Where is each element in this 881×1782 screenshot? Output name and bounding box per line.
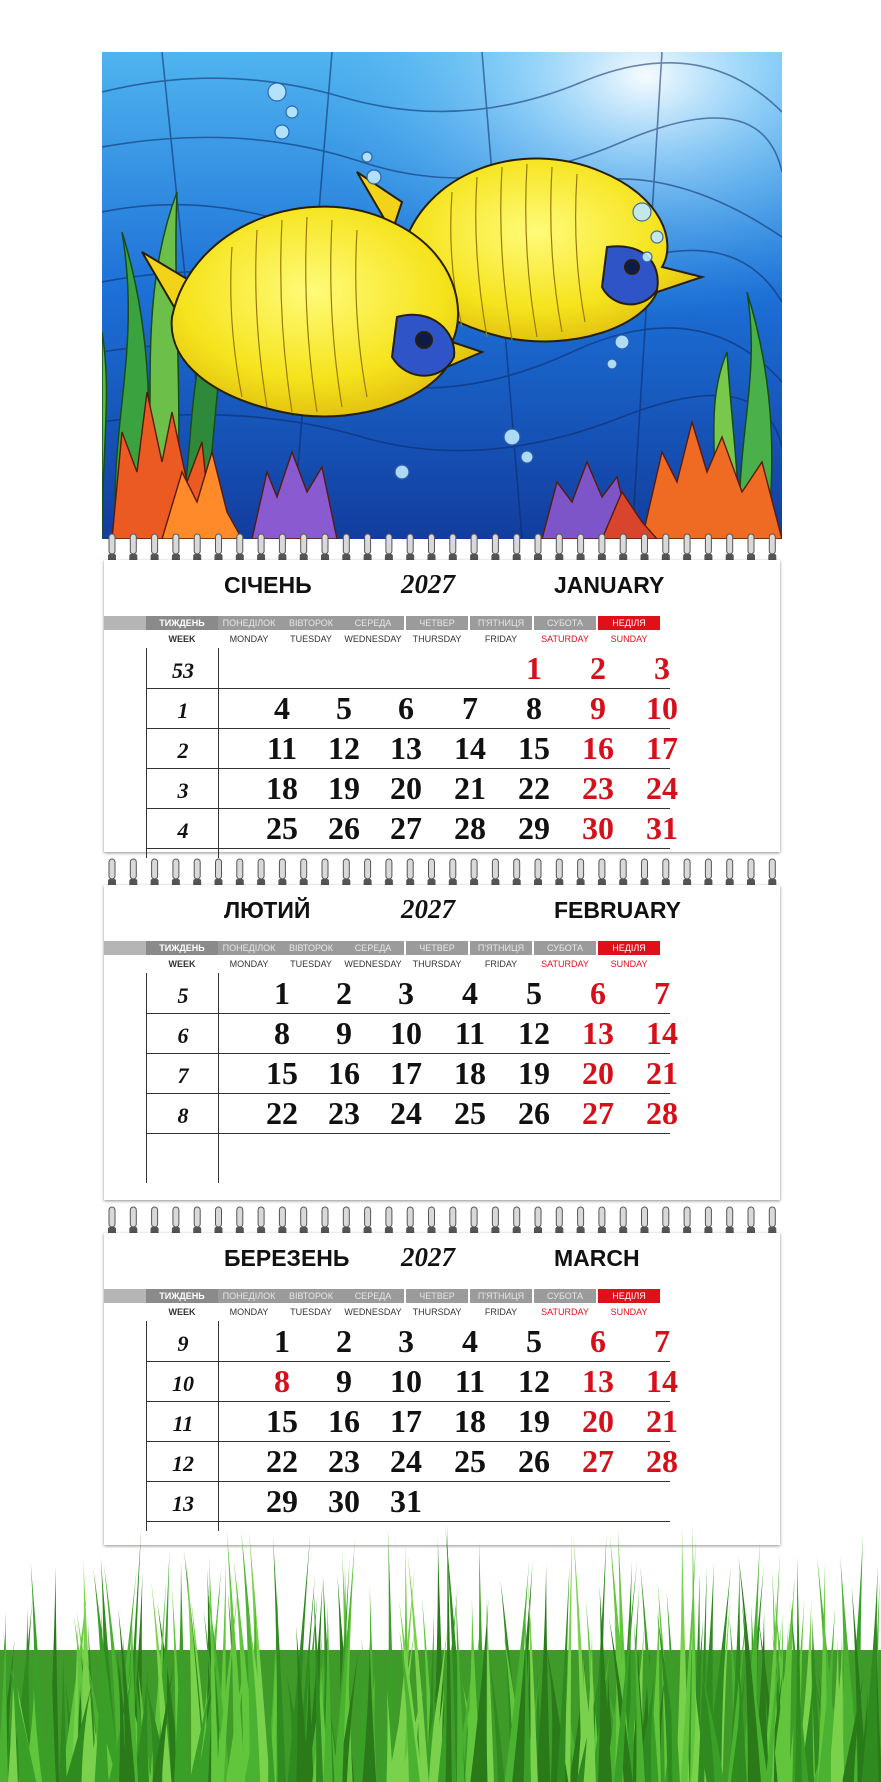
year-label: 2027 [401,894,455,924]
weekday-en: WEDNESDAY [344,959,402,969]
calendar-day: 8 [274,1363,290,1399]
calendar-day: 30 [582,810,614,846]
calendar-day: 26 [518,1443,550,1479]
calendar-day: 15 [266,1055,298,1091]
weekday-en: TUESDAY [290,959,332,969]
calendar-day: 29 [266,1483,298,1519]
week-header-ua: ТИЖДЕНЬ [146,616,218,630]
weekday-ua: НЕДІЛЯ [598,1289,660,1303]
weekday-en: WEDNESDAY [344,634,402,644]
month-name-en: FEBRUARY [554,897,681,923]
week-number: 8 [177,1103,189,1128]
calendar-day: 17 [646,730,678,766]
calendar-day: 18 [454,1403,486,1439]
calendar-day: 25 [454,1443,486,1479]
calendar-day: 15 [266,1403,298,1439]
calendar-day: 8 [526,690,542,726]
weekday-ua: ЧЕТВЕР [406,1289,468,1303]
calendar-day: 9 [336,1363,352,1399]
weekday-ua: СУБОТА [534,1289,596,1303]
calendar-day: 25 [454,1095,486,1131]
week-number: 3 [177,778,189,803]
week-number: 53 [172,658,194,683]
week-header-ua: ТИЖДЕНЬ [146,941,218,955]
calendar-day: 29 [518,810,550,846]
calendar-day: 10 [390,1363,422,1399]
row-divider [146,1361,670,1362]
month-panel-march [104,1233,780,1545]
calendar-day: 14 [454,730,486,766]
calendar-day: 23 [328,1443,360,1479]
calendar-day: 7 [462,690,478,726]
fish-artwork [102,52,782,539]
weekday-en: SUNDAY [610,959,648,969]
weekday-en: TUESDAY [290,1307,332,1317]
calendar-day: 28 [454,810,486,846]
calendar-day: 20 [390,770,422,806]
calendar-day: 3 [398,975,414,1011]
calendar-day: 2 [336,1323,352,1359]
calendar-day: 4 [462,1323,478,1359]
calendar-day: 22 [518,770,550,806]
week-header-en: WEEK [168,1307,196,1317]
calendar-day: 31 [646,810,678,846]
month-panel-january [104,560,780,852]
weekday-ua: ЧЕТВЕР [406,941,468,955]
weekday-en: MONDAY [229,959,269,969]
calendar-day: 3 [398,1323,414,1359]
row-divider [146,1441,670,1442]
calendar-day: 8 [274,1015,290,1051]
calendar-day: 21 [454,770,486,806]
row-divider [146,688,670,689]
weekday-en: THURSDAY [412,959,462,969]
calendar-day: 24 [390,1095,422,1131]
calendar-day: 23 [328,1095,360,1131]
week-header-en: WEEK [168,634,196,644]
calendar-day: 10 [646,690,678,726]
calendar-day: 17 [390,1055,422,1091]
weekday-ua: СЕРЕДА [342,616,404,630]
calendar-day: 1 [526,650,542,686]
weekday-ua: НЕДІЛЯ [598,941,660,955]
row-divider [146,1401,670,1402]
weekday-bar-ua [104,939,780,955]
calendar-day: 17 [390,1403,422,1439]
bar-spacer [104,941,146,955]
calendar-day: 10 [390,1015,422,1051]
weekday-row-en [104,955,780,973]
calendar-day: 25 [266,810,298,846]
calendar-day: 2 [590,650,606,686]
week-header-en: WEEK [168,959,196,969]
weekday-row-en [104,1303,780,1321]
calendar-day: 18 [266,770,298,806]
calendar-day: 4 [274,690,290,726]
calendar-day: 20 [582,1403,614,1439]
weekday-ua: СЕРЕДА [342,941,404,955]
calendar-day: 12 [518,1015,550,1051]
week-number: 7 [177,1063,189,1088]
row-divider [146,848,670,849]
grid-line [218,648,219,858]
calendar-day: 27 [390,810,422,846]
calendar-day: 1 [274,975,290,1011]
row-divider [146,1481,670,1482]
calendar-day: 26 [328,810,360,846]
calendar-day: 18 [454,1055,486,1091]
calendar-day: 26 [518,1095,550,1131]
calendar-day: 16 [328,1055,360,1091]
weekday-en: MONDAY [229,634,269,644]
date-grid [104,973,780,1183]
weekday-en: FRIDAY [484,959,518,969]
weekday-ua: НЕДІЛЯ [598,616,660,630]
weekday-en: SATURDAY [541,634,589,644]
bar-spacer [104,616,146,630]
weekday-ua: П'ЯТНИЦЯ [470,616,532,630]
month-header [104,1233,780,1287]
weekday-en: SUNDAY [610,1307,648,1317]
weekday-ua: ПОНЕДІЛОК [218,616,280,630]
weekday-en: MONDAY [229,1307,269,1317]
calendar-day: 21 [646,1403,678,1439]
weekday-ua: ВІВТОРОК [280,616,342,630]
calendar-day: 19 [518,1055,550,1091]
calendar-day: 11 [454,1015,486,1051]
weekday-ua: СУБОТА [534,941,596,955]
grid-line [146,973,147,1183]
row-divider [146,1053,670,1054]
calendar-day: 13 [390,730,422,766]
row-divider [146,728,670,729]
calendar-day: 11 [454,1363,486,1399]
row-divider [146,1013,670,1014]
calendar-day: 13 [582,1015,614,1051]
grid-line [218,973,219,1183]
weekday-ua: ВІВТОРОК [280,1289,342,1303]
calendar-day: 6 [590,1323,606,1359]
week-number: 4 [177,818,189,843]
calendar-day: 12 [328,730,360,766]
calendar-day: 28 [646,1095,678,1131]
calendar-day: 12 [518,1363,550,1399]
calendar-day: 22 [266,1443,298,1479]
calendar-day: 19 [518,1403,550,1439]
calendar-day: 6 [590,975,606,1011]
calendar-day: 28 [646,1443,678,1479]
weekday-bar-ua [104,614,780,630]
weekday-en: SATURDAY [541,959,589,969]
calendar-day: 7 [654,975,670,1011]
week-number: 5 [177,983,189,1008]
calendar-day: 27 [582,1095,614,1131]
weekday-en: THURSDAY [412,634,462,644]
month-name-ua: СІЧЕНЬ [224,572,312,598]
calendar-day: 5 [336,690,352,726]
bar-spacer [104,1289,146,1303]
week-number: 10 [172,1371,194,1396]
week-number: 9 [177,1331,189,1356]
calendar-day: 21 [646,1055,678,1091]
calendar-day: 5 [526,1323,542,1359]
calendar-day: 16 [328,1403,360,1439]
row-divider [146,1133,670,1134]
calendar-day: 30 [328,1483,360,1519]
month-name-ua: ЛЮТИЙ [224,897,311,923]
calendar-day: 1 [274,1323,290,1359]
calendar-day: 15 [518,730,550,766]
weekday-ua: СУБОТА [534,616,596,630]
calendar-day: 7 [654,1323,670,1359]
date-grid [104,648,780,858]
week-number: 6 [177,1023,189,1048]
calendar-day: 4 [462,975,478,1011]
weekday-ua: СЕРЕДА [342,1289,404,1303]
month-name-en: MARCH [554,1245,640,1271]
row-divider [146,768,670,769]
weekday-en: WEDNESDAY [344,1307,402,1317]
calendar-day: 14 [646,1015,678,1051]
grass-decoration [0,1500,881,1782]
row-divider [146,1093,670,1094]
weekday-ua: ПОНЕДІЛОК [218,1289,280,1303]
month-name-en: JANUARY [554,572,665,598]
week-number: 11 [172,1411,194,1436]
calendar-day: 14 [646,1363,678,1399]
year-label: 2027 [401,1242,455,1272]
weekday-en: FRIDAY [484,1307,518,1317]
grid-line [146,648,147,858]
weekday-ua: ВІВТОРОК [280,941,342,955]
weekday-ua: П'ЯТНИЦЯ [470,1289,532,1303]
weekday-en: SATURDAY [541,1307,589,1317]
weekday-ua: П'ЯТНИЦЯ [470,941,532,955]
month-header [104,560,780,614]
weekday-row-en [104,630,780,648]
year-label: 2027 [401,569,455,599]
calendar-day: 6 [398,690,414,726]
month-header [104,885,780,939]
calendar-day: 19 [328,770,360,806]
calendar-day: 16 [582,730,614,766]
week-header-ua: ТИЖДЕНЬ [146,1289,218,1303]
weekday-en: SUNDAY [610,634,648,644]
calendar-day: 27 [582,1443,614,1479]
calendar-day: 24 [390,1443,422,1479]
calendar-day: 9 [590,690,606,726]
calendar-day: 31 [390,1483,422,1519]
weekday-ua: ЧЕТВЕР [406,616,468,630]
calendar-day: 22 [266,1095,298,1131]
month-name-ua: БЕРЕЗЕНЬ [224,1245,350,1271]
calendar-day: 5 [526,975,542,1011]
weekday-ua: ПОНЕДІЛОК [218,941,280,955]
weekday-en: THURSDAY [412,1307,462,1317]
week-number: 2 [177,738,189,763]
calendar-day: 24 [646,770,678,806]
month-panel-february [104,885,780,1200]
calendar-day: 9 [336,1015,352,1051]
stained-glass-fish-illustration [102,52,782,539]
calendar-day: 11 [266,730,298,766]
row-divider [146,808,670,809]
week-number: 1 [177,698,189,723]
calendar-day: 3 [654,650,670,686]
calendar-day: 20 [582,1055,614,1091]
week-number: 12 [172,1451,194,1476]
calendar-day: 13 [582,1363,614,1399]
weekday-bar-ua [104,1287,780,1303]
week-number: 13 [172,1491,194,1516]
calendar-day: 2 [336,975,352,1011]
weekday-en: TUESDAY [290,634,332,644]
calendar-day: 23 [582,770,614,806]
weekday-en: FRIDAY [484,634,518,644]
